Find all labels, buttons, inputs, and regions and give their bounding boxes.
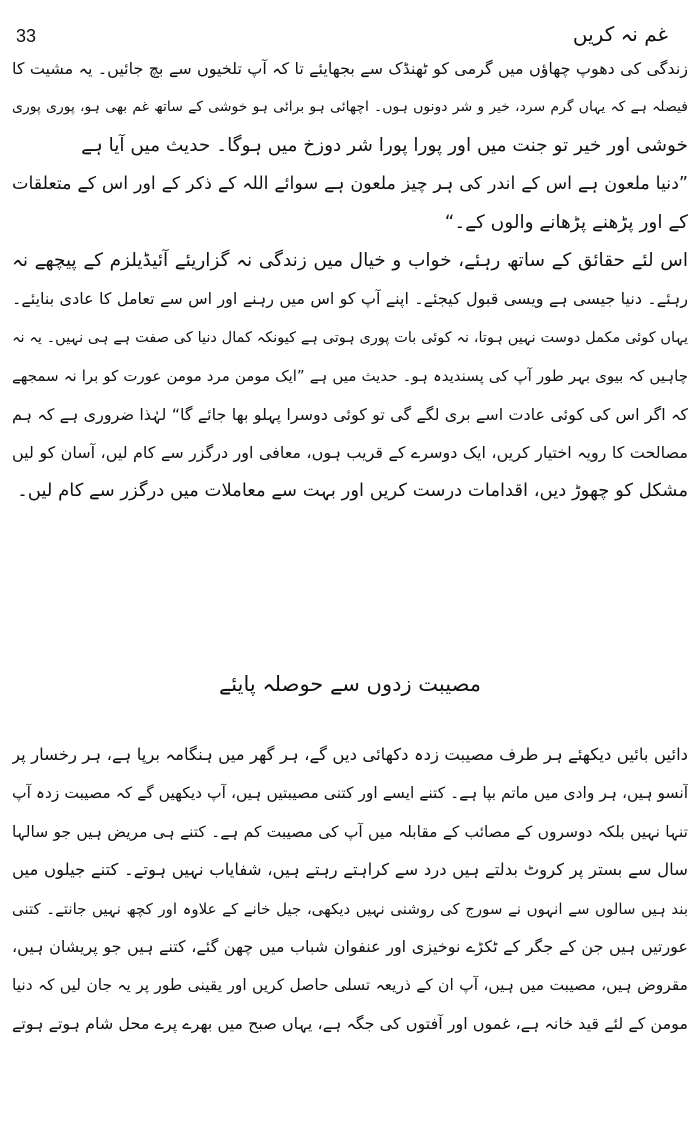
text-line: مقروض ہیں، مصیبت میں ہیں، آپ ان کے ذریعہ تسلی حاصل کریں اور یقینی طور پر یہ جان لیں کہ دنیا: [12, 976, 688, 995]
text-line: اس لئے حقائق کے ساتھ رہئے، خواب و خیال میں زندگی نہ گزاریئے آئیڈیلزم کے پیچھے نہ: [12, 249, 688, 271]
text-line: بند ہیں سالوں سے انہوں نے سورج کی روشنی نہیں دیکھی، جیل خانے کے علاوہ اور کچھ نہیں جانتے۔ کتنی: [12, 899, 688, 918]
text-line: سال سے بستر پر کروٹ بدلتے ہیں درد سے کراہتے رہتے ہیں، شفایاب نہیں ہوتے۔ کتنے جیلوں میں: [12, 860, 688, 880]
text-line: عورتیں ہیں جن کے جگر کے ٹکڑے نوخیزی اور عنفوان شباب میں چھن گئے، کتنے ہیں جو پریشان ہیں،: [12, 936, 688, 956]
text-line: مومن کے لئے قید خانہ ہے، غموں اور آفتوں کی جگہ ہے، یہاں صبح میں بھرے پرے محل شام ہوتے ہوتے: [12, 1013, 688, 1033]
text-line: تنہا نہیں بلکہ دوسروں کے مصائب کے مقابلہ میں آپ کی مصیبت کم ہے۔ کتنے ہی مریض ہیں جو سالہا: [12, 822, 688, 841]
section-heading: مصیبت زدوں سے حوصلہ پایئے: [218, 672, 482, 696]
text-line: مصالحت کا رویہ اختیار کریں، ایک دوسرے کے قریب ہوں، معافی اور درگزر سے کام لیں، آسان کو لیں: [12, 442, 688, 462]
running-header: غم نہ کریں: [572, 22, 668, 46]
hadith-quote-line: ”دنیا ملعون ہے اس کے اندر کی ہر چیز ملعون ہے سوائے اللہ کے ذکر کے اور اس کے متعلقات: [12, 174, 688, 195]
text-line: کہ اگر اس کی کوئی عادت اسے بری لگے گی تو کوئی دوسرا پہلو بھا جائے گا“ لہٰذا ضروری ہے کہ ہم: [12, 404, 688, 424]
text-line: دائیں بائیں دیکھئے ہر طرف مصیبت زدہ دکھائی دیں گے، ہر گھر میں ہنگامہ برپا ہے، ہر رخسار پر: [12, 745, 688, 764]
text-line: فیصلہ ہے کہ یہاں گرم سرد، خیر و شر دونوں ہوں۔ اچھائی ہو برائی ہو خوشی کے ساتھ غم بھی ہو، پوری پوری: [12, 99, 688, 116]
paragraph-block-section: [12, 736, 688, 1043]
text-line: خوشی اور خیر تو جنت میں اور پورا پورا شر دوزخ میں ہوگا۔ حدیث میں آیا ہے: [81, 134, 688, 156]
text-line: زندگی کی دھوپ چھاؤں میں گرمی کو ٹھنڈک سے بجھایئے تا کہ آپ تلخیوں سے بچ جائیں۔ یہ مشیت کا: [12, 59, 688, 78]
hadith-quote-line: کے اور پڑھنے پڑھانے والوں کے۔“: [444, 211, 688, 233]
text-line: مشکل کو چھوڑ دیں، اقدامات درست کریں اور بہت سے معاملات میں درگزر سے کام لیں۔: [17, 480, 688, 502]
text-line: چاہیں کہ بیوی بہر طور آپ کی پسندیدہ ہو۔ حدیث میں ہے ”ایک مومن مرد مومن عورت کو برا نہ سمجھے: [12, 367, 688, 386]
text-line: یہاں کوئی مکمل دوست نہیں ہوتا، نہ کوئی بات پوری ہوتی ہے کیونکہ کمال دنیا کی صفت ہے ہی نہیں۔ یہ نہ: [12, 329, 688, 346]
text-line: رہئے۔ دنیا جیسی ہے ویسی قبول کیجئے۔ اپنے آپ کو اس میں رہنے اور اس سے تعامل کا عادی بنایئے۔: [12, 289, 688, 309]
paragraph-block-main: [12, 50, 688, 511]
text-line: آنسو ہیں، ہر وادی میں ماتم بپا ہے۔ کتنے ایسے اور کتنی مصیبتیں ہیں، آپ دیکھیں گے کہ مصیبت زدہ آپ: [12, 784, 688, 803]
page-number: 33: [16, 26, 37, 46]
